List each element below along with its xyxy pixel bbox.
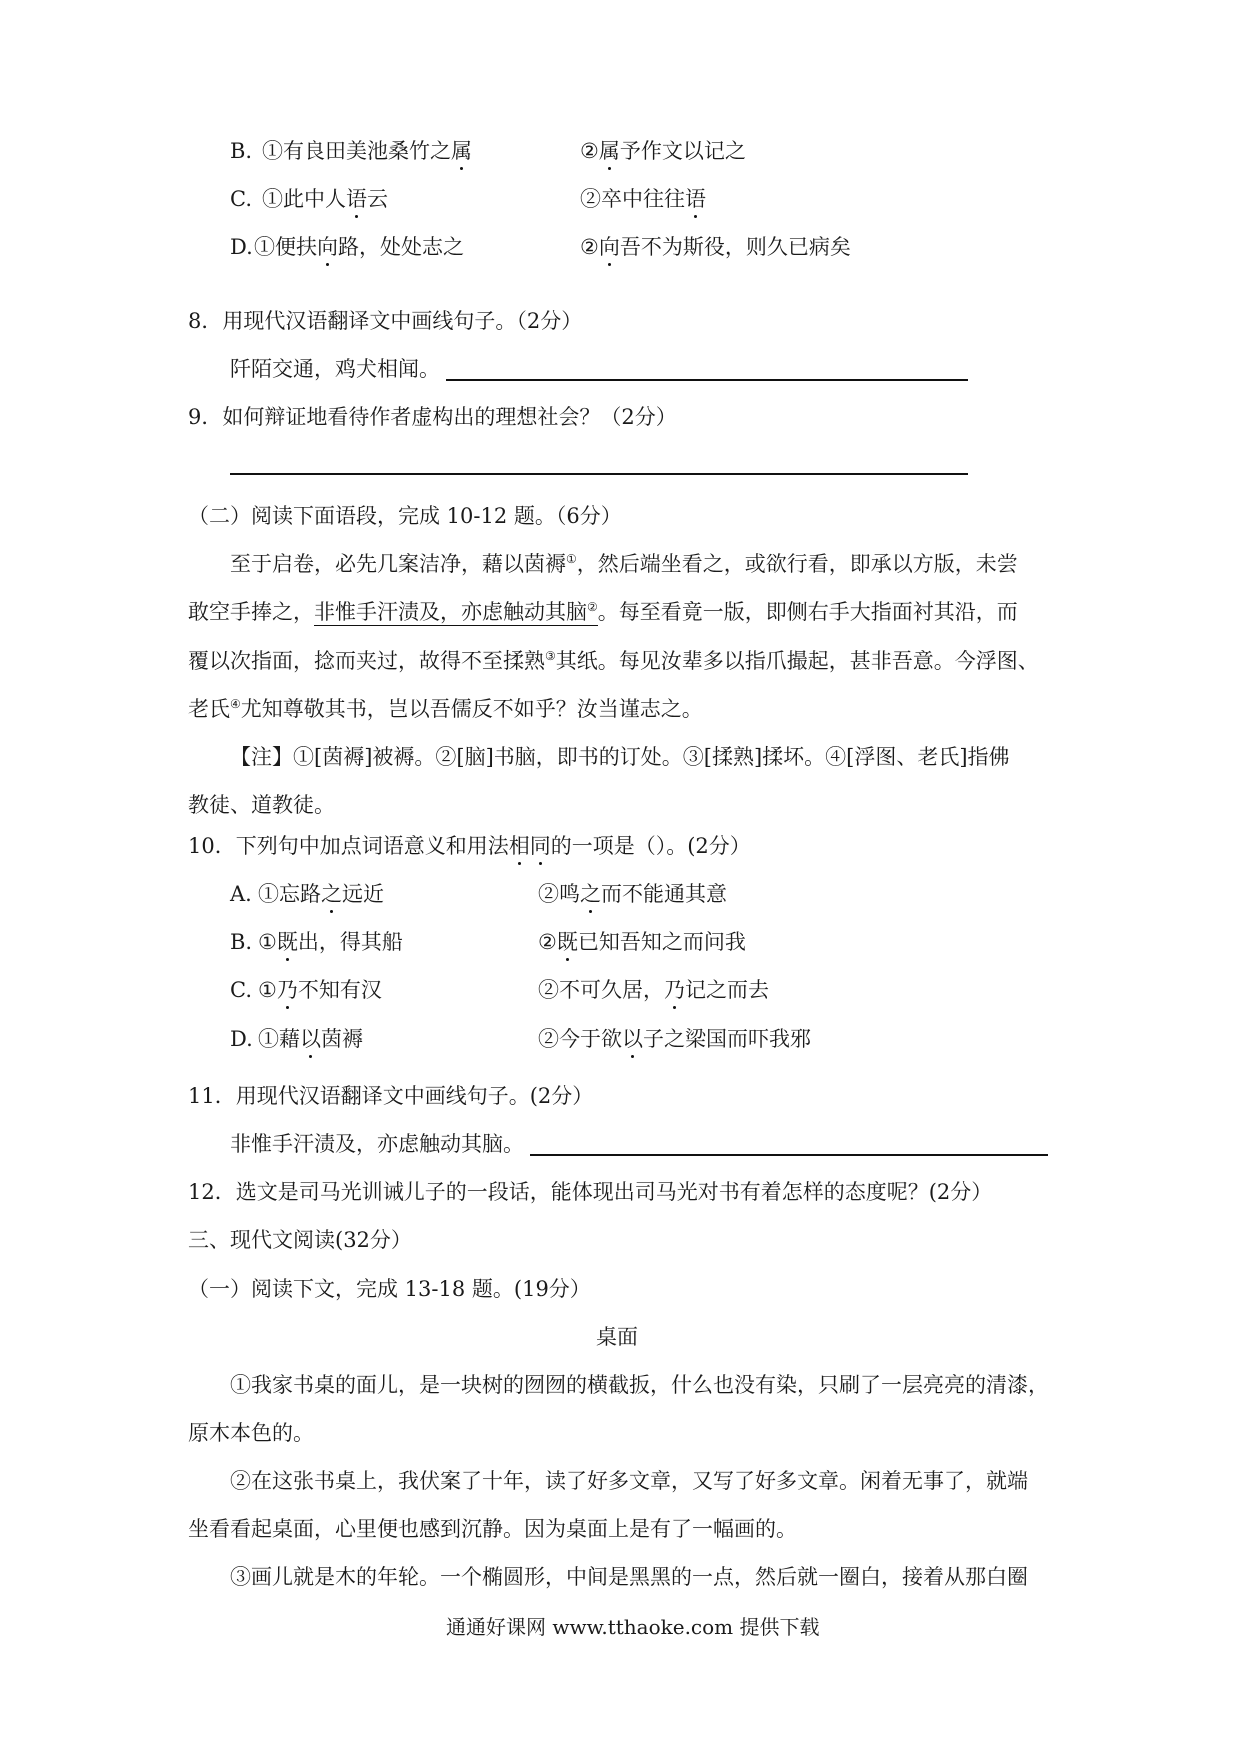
q10-option-d-sentence-2: ②今于欲以子之梁国而吓我邪	[538, 1027, 811, 1051]
essay-paragraph-2-line-1: ②在这张书桌上，我伏案了十年，读了好多文章，又写了好多文章。闲着无事了，就端	[230, 1469, 1028, 1493]
q10-option-c-sentence-2: ②不可久居，乃记之而去	[538, 978, 769, 1002]
q10-option-a-sentence-2: ②鸣之而不能通其意	[538, 882, 727, 906]
q10-option-d-sentence-1: ①藉以茵褥	[258, 1027, 363, 1051]
q10-option-c-label: C.	[230, 978, 252, 1002]
q7-option-c-sentence-1: ①此中人语云	[262, 187, 388, 211]
emphasis-dot-char: 向	[317, 235, 338, 259]
essay-paragraph-3-line-1: ③画儿就是木的年轮。一个椭圆形，中间是黑黑的一点，然后就一圈白，接着从那白圈	[230, 1565, 1028, 1589]
q11-answer-line[interactable]	[530, 1154, 1048, 1156]
section2-heading: （二）阅读下面语段，完成 10-12 题。（6分）	[188, 504, 622, 528]
q7-option-d-label: D.	[230, 235, 253, 259]
passage2-line-1: 至于启卷，必先几案洁净，藉以茵褥①，然后端坐看之，或欲行看，即承以方版，未尝	[230, 552, 1018, 576]
q10-option-c-sentence-1: ①乃不知有汉	[258, 978, 382, 1002]
underlined-sentence: 非惟手汗渍及，亦虑触动其脑②	[314, 600, 598, 624]
q10-option-a-sentence-1: ①忘路之远近	[258, 882, 384, 906]
q10-option-d-label: D.	[230, 1027, 253, 1051]
emphasis-dot-char: 属	[598, 139, 620, 163]
q7-option-b-sentence-2: ②属予作文以记之	[580, 139, 746, 163]
q7-option-d-sentence-2: ②向吾不为斯役，则久已病矣	[580, 235, 851, 259]
q7-option-c-sentence-2: ②卒中往往语	[580, 187, 706, 211]
q7-option-b-sentence-1: ①有良田美池桑竹之属	[262, 139, 472, 163]
passage2-line-2: 敢空手捧之，非惟手汗渍及，亦虑触动其脑②。每至看竟一版，即侧右手大指面衬其沿，而	[188, 600, 1018, 624]
passage2-note-line-1: 【注】①[茵褥]被褥。②[脑]书脑，即书的订处。③[揉熟]揉坏。④[浮图、老氏]指佛	[230, 745, 1010, 769]
emphasis-dot-char: 语	[346, 187, 367, 211]
section3-heading: 三、现代文阅读(32分）	[188, 1228, 412, 1252]
q10-stem: 10．下列句中加点词语意义和用法相同的一项是（）。(2分）	[188, 834, 751, 858]
emphasis-dot-char: 语	[685, 187, 706, 211]
q9-answer-line[interactable]	[230, 473, 968, 475]
essay-title: 桌面	[596, 1325, 638, 1349]
emphasis-dot-char: 属	[451, 139, 472, 163]
q11-sentence: 非惟手汗渍及，亦虑触动其脑。	[230, 1132, 524, 1156]
essay-paragraph-1-line-1: ①我家书桌的面儿，是一块树的囫囫的横截扳，什么也没有染，只刷了一层亮亮的清漆，	[230, 1373, 1049, 1397]
emphasis-dot-char: 向	[598, 235, 620, 259]
q8-answer-line[interactable]	[446, 379, 968, 381]
essay-paragraph-1-line-2: 原木本色的。	[188, 1421, 314, 1445]
q7-option-d-sentence-1: ①便扶向路，处处志之	[254, 235, 464, 259]
q8-stem: 8．用现代汉语翻译文中画线句子。（2分）	[188, 309, 583, 333]
passage2-line-3: 覆以次指面，捻而夹过，故得不至揉熟③其纸。每见汝辈多以指爪撮起，甚非吾意。今浮图、	[188, 649, 1039, 673]
q12-stem: 12．选文是司马光训诫儿子的一段话，能体现出司马光对书有着怎样的态度呢？(2分）	[188, 1180, 993, 1204]
passage2-line-4: 老氏④尤知尊敬其书，岂以吾儒反不如乎？汝当谨志之。	[188, 697, 703, 721]
q10-option-a-label: A.	[230, 882, 252, 906]
q10-option-b-sentence-1: ①既出，得其船	[258, 930, 403, 954]
page-footer: 通通好课网 www.tthaoke.com 提供下载	[446, 1615, 820, 1639]
q8-sentence: 阡陌交通，鸡犬相闻。	[230, 357, 440, 381]
q10-option-b-label: B.	[230, 930, 253, 954]
q9-stem: 9．如何辩证地看待作者虚构出的理想社会？（2分）	[188, 405, 677, 429]
q7-option-b-label: B.	[230, 139, 253, 163]
q10-option-b-sentence-2: ②既已知吾知之而问我	[538, 930, 746, 954]
passage2-note-line-2: 教徒、道教徒。	[188, 793, 335, 817]
q7-option-c-label: C.	[230, 187, 252, 211]
section3-subheading: （一）阅读下文，完成 13-18 题。(19分）	[188, 1277, 591, 1301]
essay-paragraph-2-line-2: 坐看看起桌面，心里便也感到沉静。因为桌面上是有了一幅画的。	[188, 1517, 797, 1541]
q11-stem: 11．用现代汉语翻译文中画线句子。(2分）	[188, 1084, 594, 1108]
